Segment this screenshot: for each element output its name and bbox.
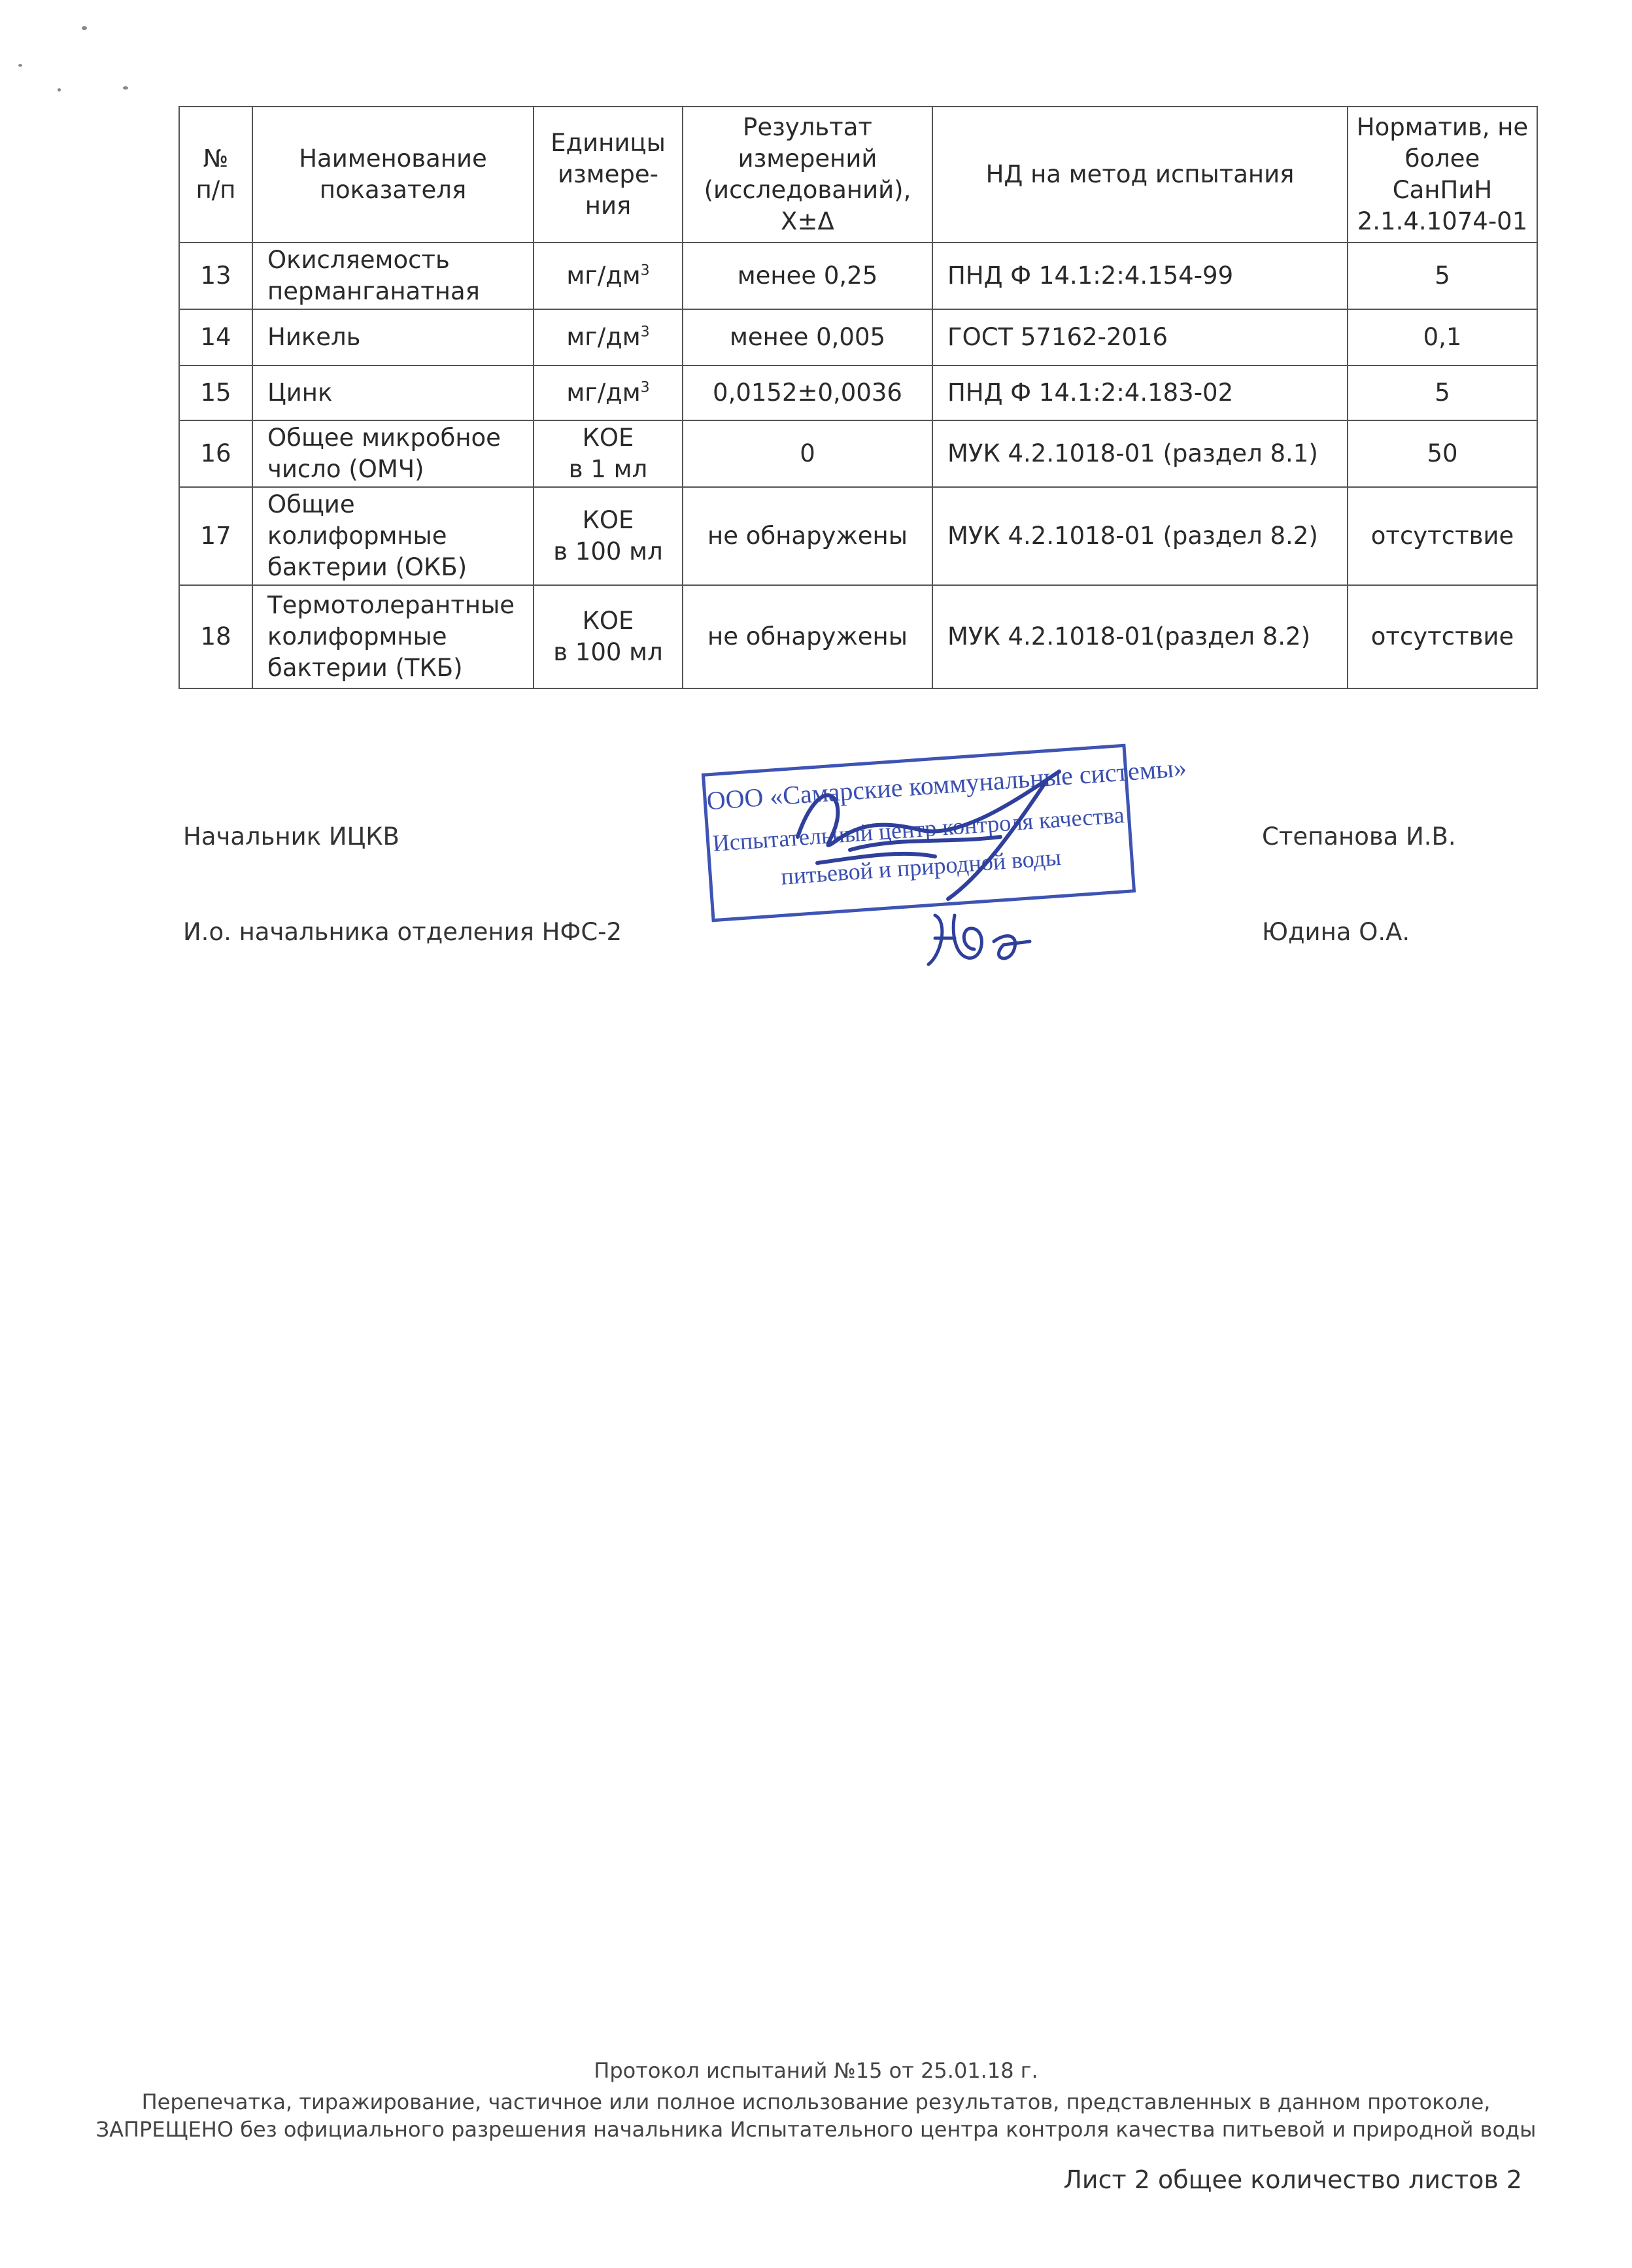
unit-volume: в 100 мл: [553, 638, 663, 666]
unit: КОЕ: [582, 506, 634, 534]
signer-role-head: Начальник ИЦКВ: [183, 822, 400, 851]
header-number: № п/п: [179, 107, 252, 243]
signer-name-acting: Юдина О.А.: [1262, 918, 1410, 946]
row-number: 14: [179, 309, 252, 365]
stamp-department: Испытательный центр контроля качества: [711, 802, 1125, 856]
table-row: [179, 420, 1537, 487]
unit-cell: [534, 487, 683, 585]
indicator-name: Термотолерантные колиформные бактерии (ТКБ): [252, 585, 534, 688]
unit: КОЕ: [582, 424, 634, 452]
unit: мг/дм: [566, 323, 641, 351]
unit-superscript: 3: [640, 262, 650, 279]
header-indicator-name: Наименование показателя: [252, 107, 534, 243]
header-method: НД на метод испытания: [932, 107, 1348, 243]
row-number: 13: [179, 243, 252, 309]
row-number: 15: [179, 365, 252, 420]
table-row: [179, 243, 1537, 309]
test-method: МУК 4.2.1018-01 (раздел 8.2): [932, 487, 1348, 585]
indicator-name: Общее микробное число (ОМЧ): [252, 420, 534, 487]
stamp-department-cont: питьевой и природной воды: [779, 843, 1062, 890]
signer-name-head: Степанова И.В.: [1262, 822, 1456, 851]
sheet-counter: Лист 2 общее количество листов 2: [1063, 2165, 1522, 2194]
norm-value: 0,1: [1348, 309, 1537, 365]
row-number: 17: [179, 487, 252, 585]
indicator-name: Никель: [252, 309, 534, 365]
result-value: не обнаружены: [683, 487, 932, 585]
signer-role-acting: И.о. начальника отделения НФС-2: [183, 918, 622, 946]
unit-cell: [534, 309, 683, 365]
table-row: [179, 365, 1537, 420]
table-header-row: [179, 107, 1537, 243]
results-table: [178, 106, 1538, 689]
unit-cell: [534, 420, 683, 487]
unit-volume: в 100 мл: [553, 537, 663, 566]
unit: КОЕ: [582, 607, 634, 635]
row-number: 18: [179, 585, 252, 688]
test-method: МУК 4.2.1018-01 (раздел 8.1): [932, 420, 1348, 487]
norm-value: отсутствие: [1348, 487, 1537, 585]
header-units: Единицы измере-ния: [534, 107, 683, 243]
footer-prohibition: ЗАПРЕЩЕНО без официального разрешения начальника Испытательного центра контроля качества питьевой и природной воды: [95, 2117, 1537, 2142]
result-value: менее 0,005: [683, 309, 932, 365]
indicator-name: Окисляемость перманганатная: [252, 243, 534, 309]
result-value: 0: [683, 420, 932, 487]
result-value: 0,0152±0,0036: [683, 365, 932, 420]
unit-volume: в 1 мл: [568, 455, 648, 483]
table-row: [179, 487, 1537, 585]
table-row: [179, 309, 1537, 365]
norm-value: отсутствие: [1348, 585, 1537, 688]
unit-superscript: 3: [640, 379, 650, 396]
unit-cell: [534, 585, 683, 688]
test-method: ГОСТ 57162-2016: [932, 309, 1348, 365]
unit: мг/дм: [566, 262, 641, 290]
footer-protocol: Протокол испытаний №15 от 25.01.18 г.: [594, 2058, 1038, 2083]
unit-cell: [534, 243, 683, 309]
unit-superscript: 3: [640, 324, 650, 341]
result-value: не обнаружены: [683, 585, 932, 688]
test-method: ПНД Ф 14.1:2:4.154-99: [932, 243, 1348, 309]
test-method: МУК 4.2.1018-01(раздел 8.2): [932, 585, 1348, 688]
result-value: менее 0,25: [683, 243, 932, 309]
signature-yudina: [922, 902, 1040, 981]
header-result: Результат измерений (исследований), Х±Δ: [683, 107, 932, 243]
indicator-name: Цинк: [252, 365, 534, 420]
stamp-organization: ООО «Самарские коммунальные системы»: [706, 753, 1188, 816]
norm-value: 5: [1348, 365, 1537, 420]
unit-cell: [534, 365, 683, 420]
norm-value: 5: [1348, 243, 1537, 309]
row-number: 16: [179, 420, 252, 487]
indicator-name: Общие колиформные бактерии (ОКБ): [252, 487, 534, 585]
footer-notice: Перепечатка, тиражирование, частичное или полное использование результатов, представленных в данном протоколе,: [141, 2090, 1491, 2114]
header-norm: Норматив, не более СанПиН 2.1.4.1074-01: [1348, 107, 1537, 243]
table-row: [179, 585, 1537, 688]
norm-value: 50: [1348, 420, 1537, 487]
test-method: ПНД Ф 14.1:2:4.183-02: [932, 365, 1348, 420]
unit: мг/дм: [566, 379, 641, 407]
